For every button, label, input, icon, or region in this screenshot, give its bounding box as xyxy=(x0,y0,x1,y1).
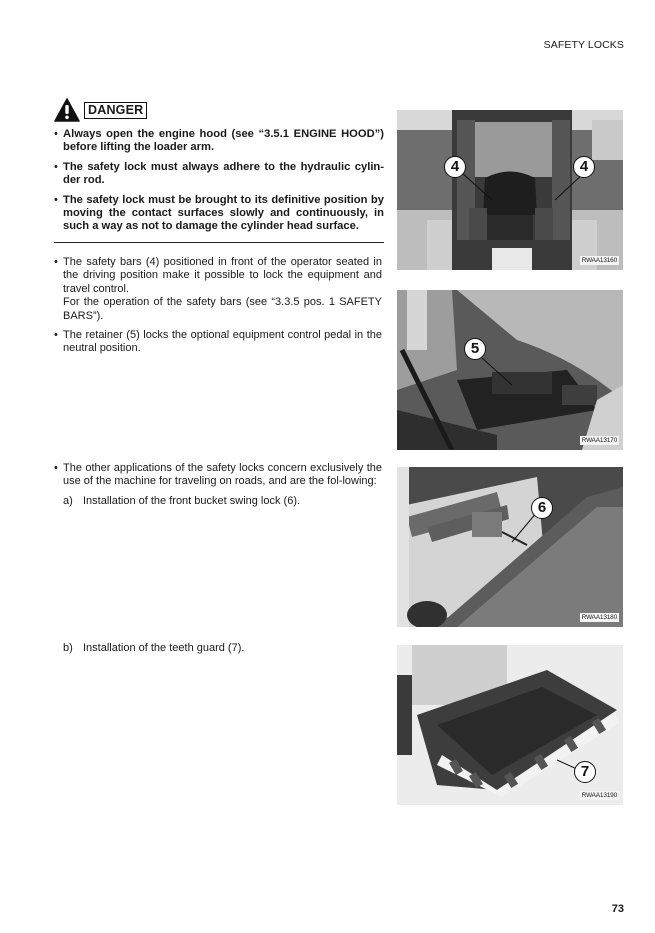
photo-operator-cab xyxy=(397,110,623,270)
figure-teeth-guard xyxy=(397,645,623,805)
danger-label: DANGER xyxy=(84,102,147,119)
danger-heading xyxy=(54,97,384,123)
sub-item-a xyxy=(54,495,382,508)
danger-list xyxy=(54,128,384,234)
figure-safety-bars xyxy=(397,110,623,270)
sub-item-text: Installation of the front bucket swing lock (6). xyxy=(83,494,301,507)
callout-5: 5 xyxy=(464,338,486,360)
body-item: • The other applications of the safety locks concern exclusively the use of the machine for traveling on roads, and are the fol-lowing: xyxy=(54,462,382,489)
teeth-guard-section xyxy=(54,642,382,655)
danger-item: • The safety lock must always adhere to the hydraulic cylin-der rod. xyxy=(54,161,384,188)
road-travel-section xyxy=(54,462,382,508)
page-number: 73 xyxy=(611,903,624,915)
callout-4-left: 4 xyxy=(444,156,466,178)
figure-code: RWAA13170 xyxy=(581,437,617,444)
photo-bucket-swing-lock xyxy=(397,467,623,627)
photo-pedal-retainer xyxy=(397,290,623,450)
body-item-continuation: For the operation of the safety bars (see “3.3.5 pos. 1 SAFETY BARS”). xyxy=(63,296,382,322)
figure-bucket-swing-lock xyxy=(397,467,623,627)
sub-item-text: Installation of the teeth guard (7). xyxy=(83,642,245,654)
section-header: SAFETY LOCKS xyxy=(543,39,624,51)
danger-divider xyxy=(54,242,384,243)
danger-item: • The safety lock must be brought to its definitive position by moving the contact surfaces slowly and continuously, in such a way as not to damage the cylinder head surface. xyxy=(54,194,384,234)
warning-triangle-icon xyxy=(54,98,80,122)
body-item-text: The safety bars (4) positioned in front of the operator seated in the driving position make it possible to lock the equipment and travel control. xyxy=(63,256,382,295)
danger-item: • Always open the engine hood (see “3.5.1 ENGINE HOOD”) before lifting the loader arm. xyxy=(54,128,384,155)
body-item xyxy=(54,256,382,323)
sub-item-b xyxy=(54,642,382,655)
figure-retainer xyxy=(397,290,623,450)
figure-code: RWAA13190 xyxy=(581,792,617,799)
figure-code: RWAA13160 xyxy=(581,257,617,264)
body-item: • The retainer (5) locks the optional equipment control pedal in the neutral position. xyxy=(54,329,382,356)
danger-notice xyxy=(54,97,384,240)
sub-item-mark: a) xyxy=(63,494,73,507)
callout-4-right: 4 xyxy=(573,156,595,178)
callout-7: 7 xyxy=(574,761,596,783)
callout-6: 6 xyxy=(531,497,553,519)
sub-item-mark: b) xyxy=(63,642,73,654)
figure-code: RWAA13180 xyxy=(581,614,617,621)
safety-bars-section xyxy=(54,256,382,362)
